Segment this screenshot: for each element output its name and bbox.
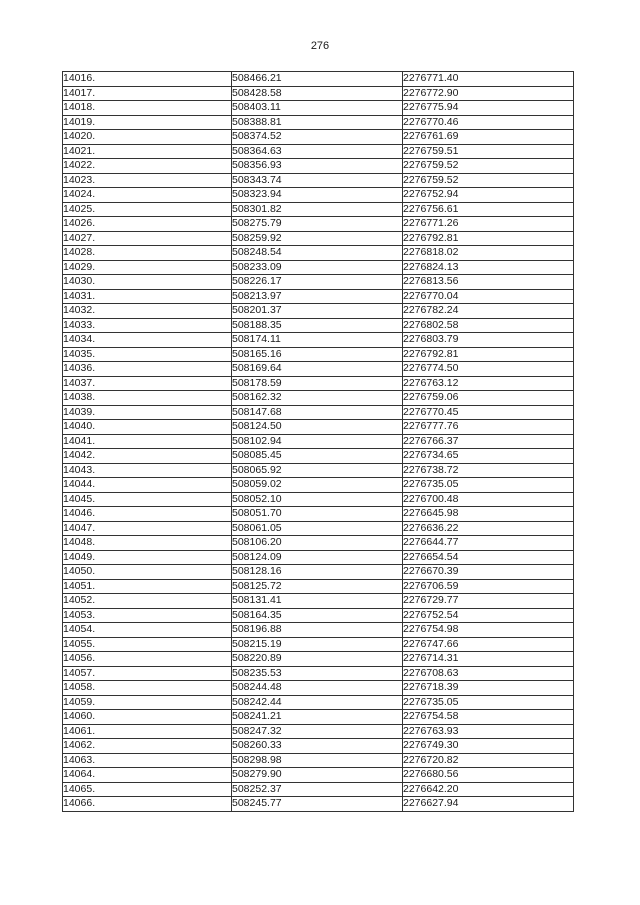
x-coordinate-cell: 508102.94 [232, 434, 403, 449]
table-row [63, 608, 574, 623]
point-number-cell: 14061. [63, 724, 232, 739]
x-coordinate-cell: 508279.90 [232, 768, 403, 783]
x-coordinate-cell: 508201.37 [232, 304, 403, 319]
point-number-cell: 14062. [63, 739, 232, 754]
x-coordinate-cell: 508125.72 [232, 579, 403, 594]
y-coordinate-cell: 2276759.52 [403, 159, 574, 174]
y-coordinate-cell: 2276720.82 [403, 753, 574, 768]
x-coordinate-cell: 508178.59 [232, 376, 403, 391]
y-coordinate-cell: 2276770.46 [403, 115, 574, 130]
x-coordinate-cell: 508131.41 [232, 594, 403, 609]
table-row [63, 579, 574, 594]
x-coordinate-cell: 508174.11 [232, 333, 403, 348]
y-coordinate-cell: 2276754.98 [403, 623, 574, 638]
coordinates-table-body [63, 72, 574, 812]
y-coordinate-cell: 2276642.20 [403, 782, 574, 797]
table-row [63, 289, 574, 304]
table-row [63, 594, 574, 609]
x-coordinate-cell: 508356.93 [232, 159, 403, 174]
x-coordinate-cell: 508233.09 [232, 260, 403, 275]
x-coordinate-cell: 508245.77 [232, 797, 403, 812]
table-row [63, 463, 574, 478]
x-coordinate-cell: 508220.89 [232, 652, 403, 667]
point-number-cell: 14040. [63, 420, 232, 435]
table-row [63, 666, 574, 681]
x-coordinate-cell: 508128.16 [232, 565, 403, 580]
y-coordinate-cell: 2276718.39 [403, 681, 574, 696]
x-coordinate-cell: 508374.52 [232, 130, 403, 145]
table-row [63, 724, 574, 739]
table-row [63, 652, 574, 667]
x-coordinate-cell: 508196.88 [232, 623, 403, 638]
x-coordinate-cell: 508124.50 [232, 420, 403, 435]
x-coordinate-cell: 508298.98 [232, 753, 403, 768]
point-number-cell: 14034. [63, 333, 232, 348]
table-row [63, 782, 574, 797]
x-coordinate-cell: 508051.70 [232, 507, 403, 522]
x-coordinate-cell: 508275.79 [232, 217, 403, 232]
y-coordinate-cell: 2276644.77 [403, 536, 574, 551]
point-number-cell: 14023. [63, 173, 232, 188]
x-coordinate-cell: 508188.35 [232, 318, 403, 333]
table-row [63, 434, 574, 449]
table-row [63, 521, 574, 536]
table-row [63, 478, 574, 493]
table-row [63, 347, 574, 362]
table-row [63, 753, 574, 768]
table-row [63, 797, 574, 812]
y-coordinate-cell: 2276738.72 [403, 463, 574, 478]
table-row [63, 304, 574, 319]
y-coordinate-cell: 2276772.90 [403, 86, 574, 101]
y-coordinate-cell: 2276759.51 [403, 144, 574, 159]
y-coordinate-cell: 2276813.56 [403, 275, 574, 290]
point-number-cell: 14020. [63, 130, 232, 145]
point-number-cell: 14058. [63, 681, 232, 696]
point-number-cell: 14027. [63, 231, 232, 246]
x-coordinate-cell: 508244.48 [232, 681, 403, 696]
point-number-cell: 14025. [63, 202, 232, 217]
point-number-cell: 14047. [63, 521, 232, 536]
x-coordinate-cell: 508106.20 [232, 536, 403, 551]
point-number-cell: 14038. [63, 391, 232, 406]
y-coordinate-cell: 2276734.65 [403, 449, 574, 464]
y-coordinate-cell: 2276763.12 [403, 376, 574, 391]
point-number-cell: 14031. [63, 289, 232, 304]
x-coordinate-cell: 508052.10 [232, 492, 403, 507]
table-row [63, 405, 574, 420]
table-row [63, 739, 574, 754]
y-coordinate-cell: 2276752.54 [403, 608, 574, 623]
x-coordinate-cell: 508247.32 [232, 724, 403, 739]
point-number-cell: 14037. [63, 376, 232, 391]
point-number-cell: 14028. [63, 246, 232, 261]
table-row [63, 159, 574, 174]
y-coordinate-cell: 2276824.13 [403, 260, 574, 275]
point-number-cell: 14024. [63, 188, 232, 203]
table-row [63, 695, 574, 710]
table-row [63, 173, 574, 188]
point-number-cell: 14019. [63, 115, 232, 130]
x-coordinate-cell: 508124.09 [232, 550, 403, 565]
y-coordinate-cell: 2276706.59 [403, 579, 574, 594]
table-row [63, 492, 574, 507]
point-number-cell: 14033. [63, 318, 232, 333]
table-row [63, 72, 574, 87]
y-coordinate-cell: 2276636.22 [403, 521, 574, 536]
y-coordinate-cell: 2276761.69 [403, 130, 574, 145]
point-number-cell: 14035. [63, 347, 232, 362]
y-coordinate-cell: 2276771.26 [403, 217, 574, 232]
y-coordinate-cell: 2276708.63 [403, 666, 574, 681]
x-coordinate-cell: 508260.33 [232, 739, 403, 754]
x-coordinate-cell: 508169.64 [232, 362, 403, 377]
y-coordinate-cell: 2276777.76 [403, 420, 574, 435]
point-number-cell: 14057. [63, 666, 232, 681]
point-number-cell: 14048. [63, 536, 232, 551]
y-coordinate-cell: 2276700.48 [403, 492, 574, 507]
y-coordinate-cell: 2276754.58 [403, 710, 574, 725]
table-row [63, 101, 574, 116]
y-coordinate-cell: 2276756.61 [403, 202, 574, 217]
table-row [63, 565, 574, 580]
point-number-cell: 14032. [63, 304, 232, 319]
point-number-cell: 14022. [63, 159, 232, 174]
point-number-cell: 14017. [63, 86, 232, 101]
x-coordinate-cell: 508259.92 [232, 231, 403, 246]
table-row [63, 115, 574, 130]
table-row [63, 86, 574, 101]
y-coordinate-cell: 2276770.04 [403, 289, 574, 304]
table-row [63, 376, 574, 391]
point-number-cell: 14064. [63, 768, 232, 783]
x-coordinate-cell: 508215.19 [232, 637, 403, 652]
table-row [63, 550, 574, 565]
table-row [63, 637, 574, 652]
table-row [63, 449, 574, 464]
point-number-cell: 14036. [63, 362, 232, 377]
x-coordinate-cell: 508164.35 [232, 608, 403, 623]
x-coordinate-cell: 508162.32 [232, 391, 403, 406]
point-number-cell: 14018. [63, 101, 232, 116]
y-coordinate-cell: 2276803.79 [403, 333, 574, 348]
table-row [63, 681, 574, 696]
point-number-cell: 14059. [63, 695, 232, 710]
table-row [63, 536, 574, 551]
point-number-cell: 14052. [63, 594, 232, 609]
coordinates-table [62, 71, 574, 812]
table-row [63, 333, 574, 348]
y-coordinate-cell: 2276802.58 [403, 318, 574, 333]
table-row [63, 202, 574, 217]
y-coordinate-cell: 2276749.30 [403, 739, 574, 754]
point-number-cell: 14021. [63, 144, 232, 159]
y-coordinate-cell: 2276729.77 [403, 594, 574, 609]
x-coordinate-cell: 508252.37 [232, 782, 403, 797]
y-coordinate-cell: 2276774.50 [403, 362, 574, 377]
y-coordinate-cell: 2276775.94 [403, 101, 574, 116]
x-coordinate-cell: 508165.16 [232, 347, 403, 362]
page-number: 276 [310, 40, 330, 52]
y-coordinate-cell: 2276735.05 [403, 695, 574, 710]
table-row [63, 623, 574, 638]
x-coordinate-cell: 508059.02 [232, 478, 403, 493]
y-coordinate-cell: 2276752.94 [403, 188, 574, 203]
point-number-cell: 14056. [63, 652, 232, 667]
x-coordinate-cell: 508235.53 [232, 666, 403, 681]
point-number-cell: 14016. [63, 72, 232, 87]
table-row [63, 362, 574, 377]
point-number-cell: 14060. [63, 710, 232, 725]
y-coordinate-cell: 2276766.37 [403, 434, 574, 449]
point-number-cell: 14055. [63, 637, 232, 652]
y-coordinate-cell: 2276770.45 [403, 405, 574, 420]
table-row [63, 130, 574, 145]
y-coordinate-cell: 2276759.06 [403, 391, 574, 406]
x-coordinate-cell: 508061.05 [232, 521, 403, 536]
table-row [63, 231, 574, 246]
y-coordinate-cell: 2276747.66 [403, 637, 574, 652]
point-number-cell: 14043. [63, 463, 232, 478]
x-coordinate-cell: 508242.44 [232, 695, 403, 710]
x-coordinate-cell: 508248.54 [232, 246, 403, 261]
point-number-cell: 14051. [63, 579, 232, 594]
x-coordinate-cell: 508343.74 [232, 173, 403, 188]
point-number-cell: 14046. [63, 507, 232, 522]
y-coordinate-cell: 2276680.56 [403, 768, 574, 783]
table-row [63, 507, 574, 522]
point-number-cell: 14053. [63, 608, 232, 623]
point-number-cell: 14066. [63, 797, 232, 812]
table-row [63, 420, 574, 435]
y-coordinate-cell: 2276645.98 [403, 507, 574, 522]
y-coordinate-cell: 2276792.81 [403, 347, 574, 362]
x-coordinate-cell: 508065.92 [232, 463, 403, 478]
point-number-cell: 14044. [63, 478, 232, 493]
x-coordinate-cell: 508428.58 [232, 86, 403, 101]
y-coordinate-cell: 2276735.05 [403, 478, 574, 493]
point-number-cell: 14029. [63, 260, 232, 275]
table-row [63, 144, 574, 159]
y-coordinate-cell: 2276782.24 [403, 304, 574, 319]
point-number-cell: 14065. [63, 782, 232, 797]
x-coordinate-cell: 508301.82 [232, 202, 403, 217]
table-row [63, 217, 574, 232]
y-coordinate-cell: 2276763.93 [403, 724, 574, 739]
x-coordinate-cell: 508388.81 [232, 115, 403, 130]
point-number-cell: 14050. [63, 565, 232, 580]
table-row [63, 260, 574, 275]
y-coordinate-cell: 2276654.54 [403, 550, 574, 565]
x-coordinate-cell: 508213.97 [232, 289, 403, 304]
table-row [63, 188, 574, 203]
y-coordinate-cell: 2276670.39 [403, 565, 574, 580]
point-number-cell: 14042. [63, 449, 232, 464]
point-number-cell: 14039. [63, 405, 232, 420]
y-coordinate-cell: 2276627.94 [403, 797, 574, 812]
table-row [63, 275, 574, 290]
x-coordinate-cell: 508323.94 [232, 188, 403, 203]
point-number-cell: 14049. [63, 550, 232, 565]
x-coordinate-cell: 508364.63 [232, 144, 403, 159]
table-row [63, 768, 574, 783]
y-coordinate-cell: 2276792.81 [403, 231, 574, 246]
table-row [63, 391, 574, 406]
x-coordinate-cell: 508466.21 [232, 72, 403, 87]
x-coordinate-cell: 508147.68 [232, 405, 403, 420]
x-coordinate-cell: 508226.17 [232, 275, 403, 290]
table-row [63, 318, 574, 333]
point-number-cell: 14030. [63, 275, 232, 290]
y-coordinate-cell: 2276759.52 [403, 173, 574, 188]
point-number-cell: 14045. [63, 492, 232, 507]
x-coordinate-cell: 508241.21 [232, 710, 403, 725]
y-coordinate-cell: 2276818.02 [403, 246, 574, 261]
point-number-cell: 14026. [63, 217, 232, 232]
x-coordinate-cell: 508085.45 [232, 449, 403, 464]
point-number-cell: 14054. [63, 623, 232, 638]
point-number-cell: 14063. [63, 753, 232, 768]
x-coordinate-cell: 508403.11 [232, 101, 403, 116]
table-row [63, 710, 574, 725]
point-number-cell: 14041. [63, 434, 232, 449]
y-coordinate-cell: 2276714.31 [403, 652, 574, 667]
y-coordinate-cell: 2276771.40 [403, 72, 574, 87]
table-row [63, 246, 574, 261]
